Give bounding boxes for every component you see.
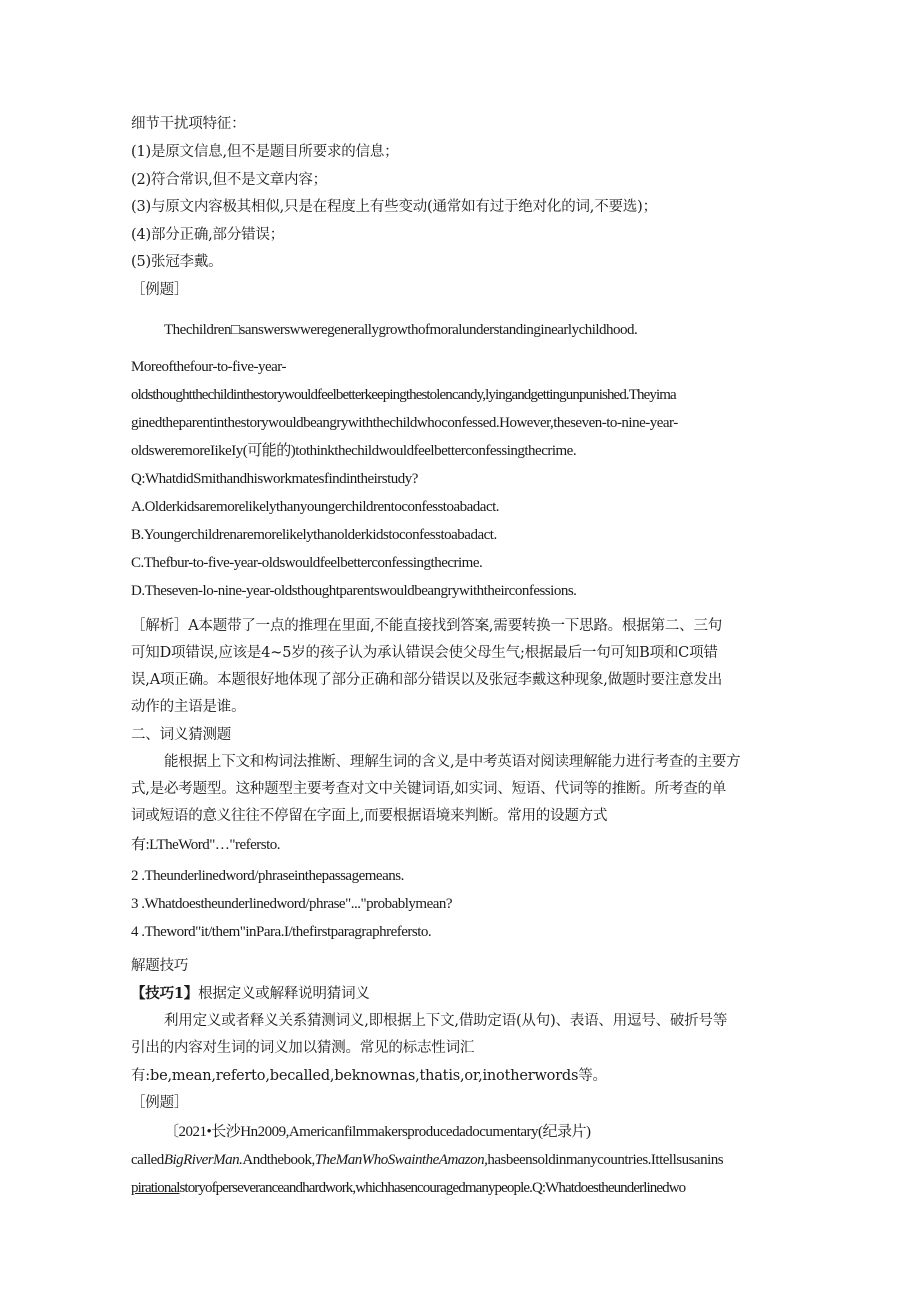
italic-title: TheManWhoSwaintheAmazon, xyxy=(314,1152,488,1168)
passage-line: ginedtheparentinthestorywouldbeangrywiththechildwhoconfessed.However,theseven-to-nine-year- xyxy=(131,415,678,431)
section-heading: 解题技巧 xyxy=(131,958,189,974)
list-item: (4)部分正确,部分错误； xyxy=(131,227,285,243)
question: Q:WhatdidSmithandhisworkmatesfindintheirstudy? xyxy=(131,471,418,487)
list-item: (1)是原文信息,但不是题目所要求的信息； xyxy=(131,144,399,160)
question-form: 3 .Whatdoestheunderlinedword/phrase"..."probablymean? xyxy=(131,896,453,912)
passage-line: oldsweremoreIikeIy(可能的)tothinkthechildwouldfeelbetterconfessingthecrime. xyxy=(131,443,577,459)
option-d: D.Theseven-lo-nine-year-oldsthoughtparentswouldbeangrywiththeirconfessions. xyxy=(131,583,577,599)
example-label: ［例题］ xyxy=(131,282,189,298)
list-item: (5)张冠李戴。 xyxy=(131,254,223,270)
analysis-line: 可知D项错误,应该是4~5岁的孩子认为承认错误会使父母生气;根据最后一句可知B项和C项错 xyxy=(131,645,718,661)
text-run: storyofperseveranceandhardwork,whichhasencouragedmanypeople.Q:Whatdoestheunderlinedwo xyxy=(179,1180,686,1196)
section-heading: 细节干扰项特征： xyxy=(131,116,246,132)
passage-line: Thechildren□sanswerswweregenerallygrowthofmoralunderstandinginearlychildhood. xyxy=(164,322,638,338)
paragraph-line: 式,是必考题型。这种题型主要考查对文中关键词语,如实词、短语、代词等的推断。所考查的单 xyxy=(131,781,727,797)
list-item: (2)符合常识,但不是文章内容； xyxy=(131,172,327,188)
analysis-line: 误,A项正确。本题很好地体现了部分正确和部分错误以及张冠李戴这种现象,做题时要注意发出 xyxy=(131,672,723,688)
text-run: called xyxy=(131,1152,164,1168)
passage-line xyxy=(131,1150,792,1170)
question-form: 2 .Theunderlinedword/phraseinthepassagemeans. xyxy=(131,868,404,884)
underlined-word: pirational xyxy=(131,1180,180,1196)
list-item: (3)与原文内容极其相似,只是在程度上有些变动(通常如有过于绝对化的词,不要选)； xyxy=(131,199,657,215)
text-run: Andthebook, xyxy=(242,1152,315,1168)
paragraph-line: 能根据上下文和构词法推断、理解生词的含义,是中考英语对阅读理解能力进行考查的主要方 xyxy=(164,754,741,770)
example-label: ［例题］ xyxy=(131,1095,189,1111)
passage-line: Moreofthefour-to-five-year- xyxy=(131,359,286,375)
section-heading: 二、词义猜测题 xyxy=(131,727,232,743)
option-c: C.Thefbur-to-five-year-oldswouldfeelbetterconfessingthecrime. xyxy=(131,555,483,571)
tip-heading xyxy=(131,984,792,1004)
analysis-line: 动作的主语是谁。 xyxy=(131,699,246,715)
option-a: A.Olderkidsaremorelikelythanyoungerchildrentoconfesstoabadact. xyxy=(131,499,500,515)
tip-label: 【技巧1】 xyxy=(131,985,199,1002)
question-form: 4 .Theword"it/them"inPara.I/thefirstparagraphrefersto. xyxy=(131,924,432,940)
tip-title: 根据定义或解释说明猜词义 xyxy=(198,986,370,1002)
passage-line: 〔2021•长沙Hn2009,Americanfilmmakersproducedadocumentary(纪录片) xyxy=(164,1124,591,1140)
analysis-line: ［解析］A本题带了一点的推理在里面,不能直接找到答案,需要转换一下思路。根据第二、三句 xyxy=(131,618,723,634)
question-form: 有:LTheWord"…"refersto. xyxy=(131,837,281,853)
passage-line: oldsthoughtthechildinthestorywouldfeelbetterkeepingthestolencandy,lyingandgettingunpunished.Theyima xyxy=(131,387,676,403)
paragraph-line: 利用定义或者释义关系猜测词义,即根据上下文,借助定语(从句)、表语、用逗号、破折号等 xyxy=(164,1013,728,1029)
passage-line xyxy=(131,1178,792,1198)
text-run: hasbeensoldinmanycountries.Ittellsusanins xyxy=(487,1152,724,1168)
paragraph-line: 引出的内容对生词的词义加以猜测。常见的标志性词汇 xyxy=(131,1040,475,1056)
paragraph-line: 词或短语的意义往往不停留在字面上,而要根据语境来判断。常用的设题方式 xyxy=(131,808,608,824)
paragraph-line: 有:be,mean,referto,becalled,beknownas,thatis,or,inotherwords等。 xyxy=(131,1068,607,1084)
option-b: B.Youngerchildrenaremorelikelythanolderkidstoconfesstoabadact. xyxy=(131,527,497,543)
italic-title: BigRiverMan. xyxy=(163,1152,243,1168)
